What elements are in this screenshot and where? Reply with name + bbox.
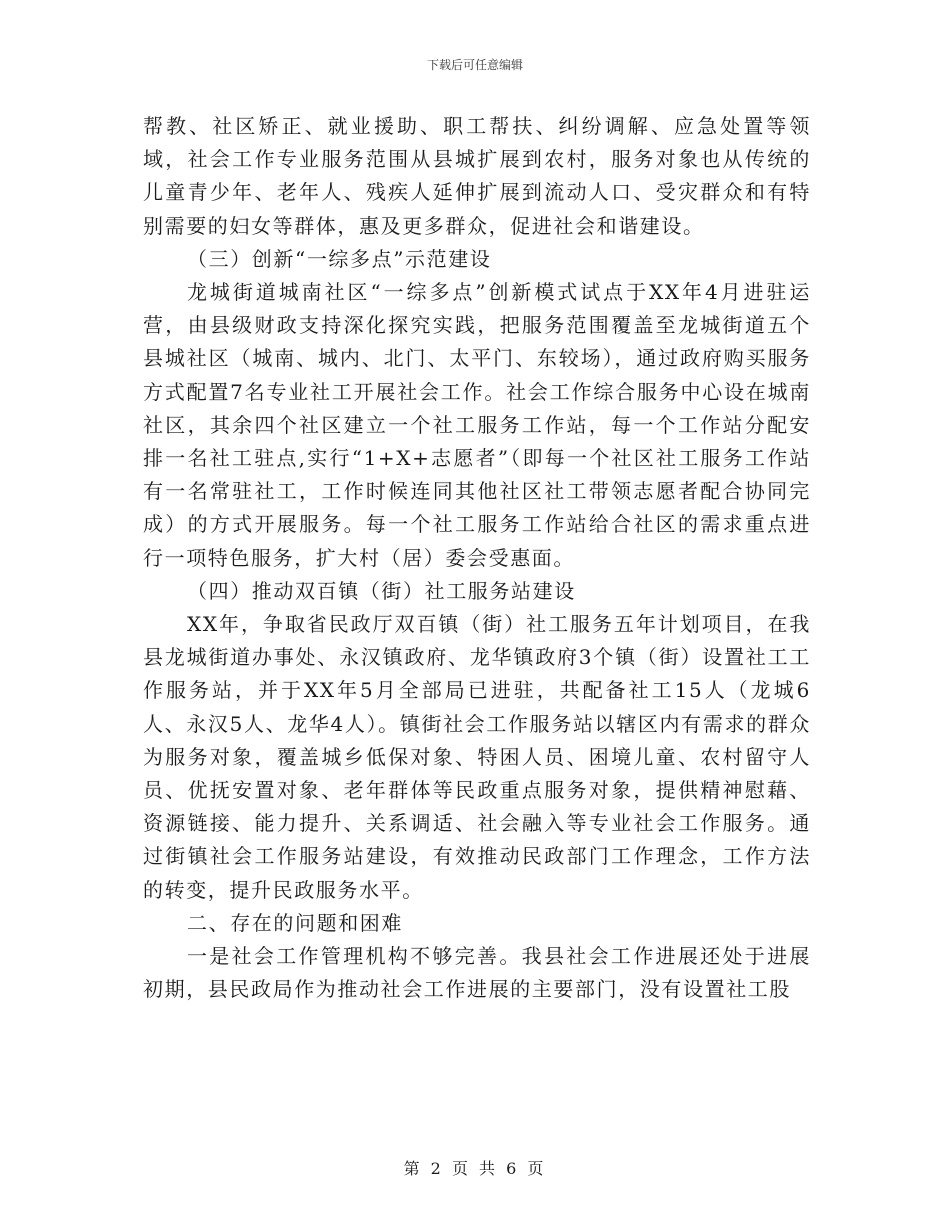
page-footer: 第 2 页 共 6 页 [403, 1159, 547, 1178]
paragraph-section-4: XX年，争取省民政厅双百镇（街）社工服务五年计划项目，在我县龙城街道办事处、永汉镇政府、龙华镇政府3个镇（街）设置社工工作服务站，并于XX年5月全部局已进驻，共配备社工15人（龙城6人、永汉5人、龙华4人）。镇街社会工作服务站以辖区内有需求的群众为服务对象，覆盖城乡低保对象、特困人员、困境儿童、农村留守人员、优抚安置对象、老年群体等民政重点服务对象，提供精神慰藉、资源链接、能力提升、关系调适、社会融入等专业社会工作服务。通过街镇社会工作服务站建设，有效推动民政部门工作理念，工作方法的转变，提升民政服务水平。 [143, 612, 811, 902]
page-header: 下载后可任意编辑 [426, 58, 523, 72]
section-heading-problems: 二、存在的问题和困难 [187, 910, 403, 935]
paragraph-problems: 一是社会工作管理机构不够完善。我县社会工作进展还处于进展初期，县民政局作为推动社会工作进展的主要部门，没有设置社工股 [143, 944, 811, 1002]
paragraph-section-3: 龙城街道城南社区“一综多点”创新模式试点于XX年4月进驻运营，由县级财政支持深化探究实践，把服务范围覆盖至龙城街道五个县城社区（城南、城内、北门、太平门、东较场），通过政府购买服务方式配置7名专业社工开展社会工作。社会工作综合服务中心设在城南社区，其余四个社区建立一个社工服务工作站，每一个工作站分配安排一名社工驻点,实行“1+X+志愿者”（即每一个社区社工服务工作站有一名常驻社工，工作时候连同其他社区社工带领志愿者配合协同完成）的方式开展服务。每一个社工服务工作站给合社区的需求重点进行一项特色服务，扩大村（居）委会受惠面。 [143, 280, 811, 570]
section-heading-3: （三）创新“一综多点”示范建设 [187, 246, 492, 271]
paragraph-intro: 帮教、社区矫正、就业援助、职工帮扶、纠纷调解、应急处置等领域，社会工作专业服务范围从县城扩展到农村，服务对象也从传统的儿童青少年、老年人、残疾人延伸扩展到流动人口、受灾群众和有特别需要的妇女等群体，惠及更多群众，促进社会和谐建设。 [143, 114, 811, 238]
section-heading-4: （四）推动双百镇（街）社工服务站建设 [187, 578, 576, 603]
document-body [143, 110, 811, 1006]
